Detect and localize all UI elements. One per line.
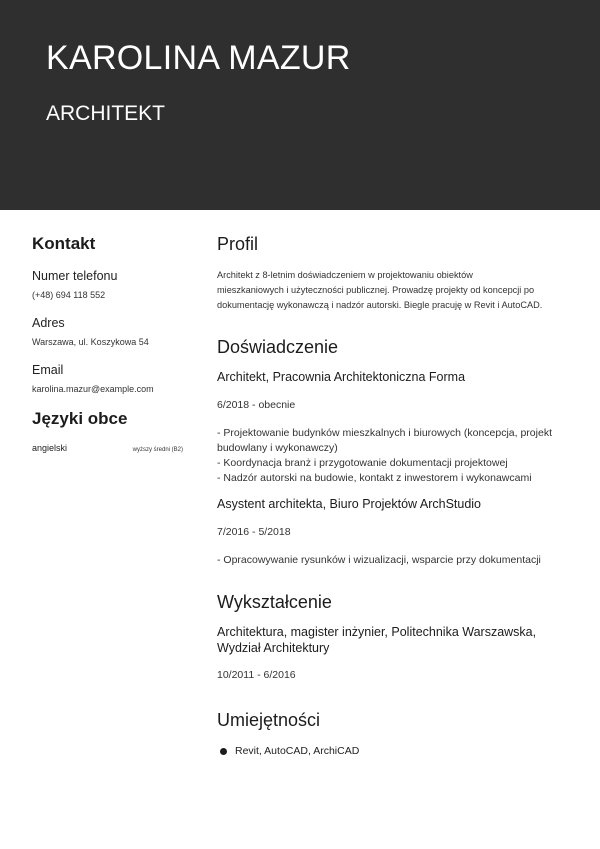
skill-item: [217, 744, 577, 758]
profile-text: [217, 268, 577, 313]
language-level: wyższy średni (B2): [132, 447, 183, 453]
header-banner: [0, 0, 600, 210]
language-row: [32, 443, 183, 453]
experience-section: [217, 335, 577, 568]
education-section: [217, 590, 577, 682]
contact-value: karolina.mazur@example.com: [32, 384, 154, 394]
contact-phone: [32, 268, 192, 301]
job-description: [217, 426, 577, 486]
education-heading: Wykształcenie: [217, 592, 332, 612]
job-desc-line: - Nadzór autorski na budowie, kontakt z inwestorem i wykonawcami: [217, 472, 532, 484]
job-description: [217, 553, 577, 568]
languages-heading: Języki obce: [32, 409, 128, 428]
language-name: angielski: [32, 443, 68, 453]
profile-line: Architekt z 8-letnim doświadczeniem w projektowaniu obiektów: [217, 270, 473, 280]
left-column: [32, 232, 192, 453]
contact-email: [32, 362, 192, 395]
skills-heading: Umiejętności: [217, 710, 321, 730]
job-title-header: ARCHITEKT: [46, 102, 166, 125]
job-title: Asystent architekta, Biuro Projektów ArchStudio: [217, 497, 482, 511]
education-line: Architektura, magister inżynier, Politechnika Warszawska,: [217, 625, 537, 639]
education-line: Wydział Architektury: [217, 641, 330, 655]
contact-address: [32, 315, 192, 348]
experience-heading: Doświadczenie: [217, 337, 339, 357]
job-entry: [217, 496, 577, 568]
education-date: 10/2011 - 6/2016: [217, 669, 296, 681]
profile-heading: Profil: [217, 234, 259, 254]
skills-section: [217, 708, 577, 758]
contact-value: (+48) 694 118 552: [32, 290, 106, 300]
profile-section: [217, 232, 577, 313]
job-desc-line: - Koordynacja branż i przygotowanie dokumentacji projektowej: [217, 457, 508, 469]
profile-line: mieszkaniowych i użyteczności publicznej. Prowadzę projekty od koncepcji po: [217, 285, 535, 295]
bullet-icon: [220, 748, 227, 755]
skill-text: Revit, AutoCAD, ArchiCAD: [235, 745, 360, 757]
job-date: 6/2018 - obecnie: [217, 399, 296, 411]
education-degree: [217, 624, 567, 656]
profile-line: dokumentację wykonawczą i nadzór autorski. Biegle pracuję w Revit i AutoCAD.: [217, 300, 543, 310]
job-entry: [217, 369, 577, 486]
contact-heading: Kontakt: [32, 234, 96, 253]
right-column: [217, 232, 577, 758]
languages-section: [32, 407, 192, 453]
candidate-name: KAROLINA MAZUR: [46, 39, 351, 77]
contact-label: Email: [32, 363, 64, 377]
contact-label: Adres: [32, 316, 65, 330]
job-title: Architekt, Pracownia Architektoniczna Forma: [217, 370, 466, 384]
contact-label: Numer telefonu: [32, 269, 118, 283]
job-desc-line: - Opracowywanie rysunków i wizualizacji, wsparcie przy dokumentacji: [217, 554, 541, 566]
job-desc-line: - Projektowanie budynków mieszkalnych i biurowych (koncepcja, projekt: [217, 427, 552, 439]
job-desc-line: budowlany i wykonawczy): [217, 442, 338, 454]
job-date: 7/2016 - 5/2018: [217, 526, 291, 538]
contact-value: Warszawa, ul. Koszykowa 54: [32, 337, 149, 347]
